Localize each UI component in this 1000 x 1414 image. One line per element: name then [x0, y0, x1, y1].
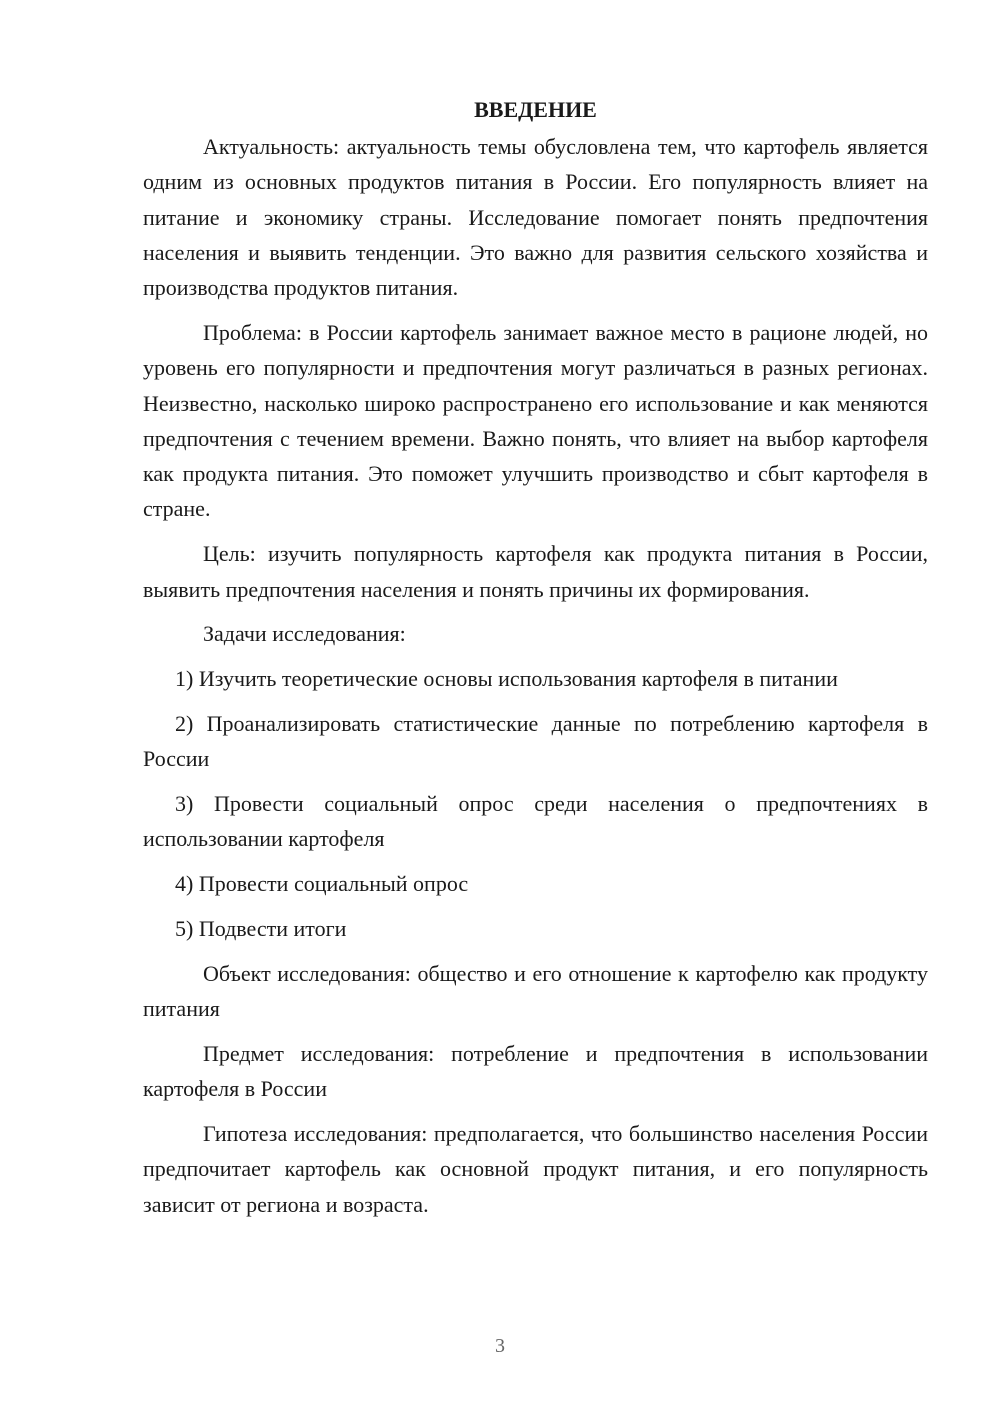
task-item-2: 2) Проанализировать статистические данные по потреблению картофеля в России [143, 710, 928, 772]
task-item-4: 4) Провести социальный опрос [175, 871, 469, 897]
page-number: 3 [495, 1335, 505, 1357]
paragraph-goal: Цель: изучить популярность картофеля как продукта питания в России, выявить предпочтения населения и понять причины их формирования. [143, 541, 928, 602]
paragraph-tasks-heading: Задачи исследования: [203, 621, 406, 647]
task-item-1: 1) Изучить теоретические основы использования картофеля в питании [175, 666, 838, 692]
paragraph-subject: Предмет исследования: потребление и предпочтения в использовании картофеля в России [143, 1040, 928, 1102]
section-title: ВВЕДЕНИЕ [474, 97, 597, 122]
task-item-3: 3) Провести социальный опрос среди населения о предпочтениях в использовании картофеля [143, 791, 928, 852]
paragraph-hypothesis: Гипотеза исследования: предполагается, что большинство населения России предпочитает картофель как основной продукт питания, и его популярность зависит от региона и возраста. [143, 1120, 928, 1217]
paragraph-relevance: Актуальность: актуальность темы обусловлена тем, что картофель является одним из основных продуктов питания в России. Его популярность влияет на питание и экономику страны. Исследование помогает понять предпочтения населения и выявить тенденции. Это важно для развития сельского хозяйства и производства продуктов питания. [143, 134, 928, 301]
paragraph-problem: Проблема: в России картофель занимает важное место в рационе людей, но уровень его популярности и предпочтения могут различаться в разных регионах. Неизвестно, насколько широко распространено его использование и как меняются предпочтения с течением времени. Важно понять, что влияет на выбор картофеля как продукта питания. Это поможет улучшить производство и сбыт картофеля в стране. [143, 319, 928, 522]
paragraph-object: Объект исследования: общество и его отношение к картофелю как продукту питания [143, 960, 928, 1022]
document-page [143, 92, 928, 1231]
task-item-5: 5) Подвести итоги [175, 915, 347, 941]
